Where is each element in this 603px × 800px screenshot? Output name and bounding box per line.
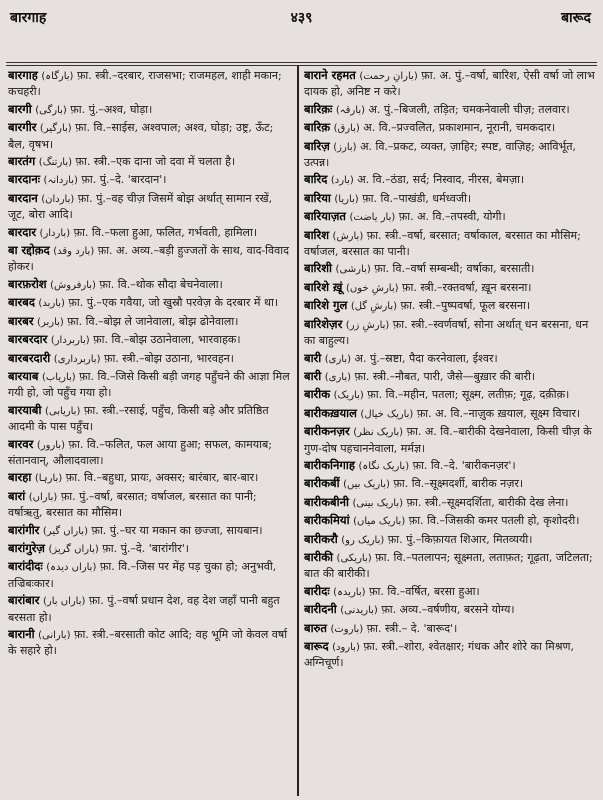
- entry-urdu-spelling: (بارشی): [335, 264, 371, 276]
- entry-definition: फ़ा. वि.–वर्षा सम्बन्धी; वर्षाका, बरसाती।: [370, 262, 535, 276]
- entry-definition: फ़ा. स्त्री.–सूक्ष्मदर्शिता, बारीकी देख लेना।: [403, 495, 569, 509]
- dictionary-entry: [304, 513, 596, 529]
- entry-urdu-spelling: (باردانہ): [43, 175, 78, 187]
- dictionary-entry: [8, 68, 290, 100]
- entry-headword: बारिश: [304, 227, 330, 242]
- entry-definition: अ. पुं.–स्रष्टा, पैदा करनेवाला, ईश्वर।: [351, 351, 498, 365]
- entry-headword: बारयाब: [8, 368, 39, 383]
- dictionary-entry: [8, 295, 290, 311]
- dictionary-entry: [8, 277, 290, 293]
- entry-definition: फ़ा. वि.–जिस पर मेंह पड़ चुका हो; अनुभवी, तज्रिबःकार।: [8, 560, 277, 590]
- entry-definition: फ़ा. वि.–बहुधा, प्रायः, अक्सर; बारंबार, बार-बार।: [62, 471, 259, 485]
- entry-urdu-spelling: (بارشِ گل): [350, 301, 398, 313]
- entry-headword: बारी: [304, 350, 322, 365]
- dictionary-entry: [8, 225, 290, 241]
- entry-headword: बारहा: [8, 470, 32, 485]
- entry-headword: बारीकबीनी: [304, 494, 349, 509]
- dictionary-entry: [304, 476, 596, 492]
- dictionary-entry: [304, 584, 596, 600]
- header-guide-word-left: बारगाह: [10, 10, 47, 26]
- entry-urdu-spelling: (بارفروش): [50, 279, 96, 291]
- entry-definition: अ. वि.–प्रज्वलित, प्रकाशमान, नूरानी, चमकदार।: [359, 121, 556, 135]
- entry-urdu-spelling: (بارد وقد): [53, 246, 95, 258]
- entry-headword: बारीदः: [304, 583, 330, 598]
- entry-urdu-spelling: (باربردار): [50, 335, 90, 347]
- entry-definition: अ. वि.–ठंडा, सर्द; निस्वाद, नीरस, बेमज़ा।: [353, 173, 525, 187]
- dictionary-entry: [304, 120, 596, 136]
- entry-urdu-spelling: (باراں): [28, 491, 58, 503]
- dictionary-entry: [304, 298, 596, 314]
- dictionary-entry: [304, 369, 596, 385]
- entry-urdu-spelling: (بارگیر): [39, 123, 72, 135]
- page-header: [6, 6, 597, 30]
- entry-definition: फ़ा. स्त्री.–पुष्पवर्षा, फूल बरसना।: [397, 299, 531, 313]
- entry-headword: बारतंग: [8, 154, 36, 169]
- dictionary-entry: [8, 627, 290, 659]
- dictionary-entry: [304, 191, 596, 207]
- entry-headword: बारिज़: [304, 138, 330, 153]
- dictionary-entry: [8, 437, 290, 469]
- header-rule: [6, 62, 597, 63]
- dictionary-entry: [8, 154, 290, 170]
- dictionary-entry: [8, 172, 290, 188]
- entry-definition: फ़ा. पुं.–दे. 'बारांगीर'।: [98, 541, 189, 555]
- entry-headword: बारदार: [8, 224, 37, 239]
- entry-urdu-spelling: (باریک نظر): [353, 427, 404, 439]
- dictionary-entry: [304, 317, 596, 349]
- entry-definition: फ़ा. वि.–दे. 'बारीकनज़र'।: [409, 458, 516, 472]
- entry-headword: बारीक: [304, 387, 331, 402]
- entry-definition: फ़ा. स्त्री.– दे. 'बारूद'।: [363, 621, 458, 635]
- entry-definition: फ़ा. पुं.–घर या मकान का छज्जा, सायबान।: [87, 523, 263, 537]
- entry-definition: फ़ा. अ. वि.–तपस्वी, योगी।: [395, 210, 506, 224]
- dictionary-entry: [304, 261, 596, 277]
- dictionary-entry: [304, 209, 596, 225]
- dictionary-entry: [8, 541, 290, 557]
- dictionary-entry: [304, 102, 596, 118]
- dictionary-entry: [304, 139, 596, 171]
- entry-headword: बा रद्दोक़द: [8, 243, 50, 258]
- entry-definition: फ़ा. स्त्री.–नौबत, पारी, जैसे—बुख़ार की बारी।: [351, 369, 536, 383]
- entry-urdu-spelling: (بارتنگ): [38, 157, 73, 169]
- entry-headword: बारबरदार: [8, 332, 48, 347]
- entry-urdu-spelling: (باریدنی): [340, 605, 378, 617]
- entry-urdu-spelling: (باردان): [41, 193, 75, 205]
- entry-definition: अ. पुं.–बिजली, तड़ित; चमकनेवाली चीज़; तलवार।: [365, 102, 570, 116]
- dictionary-entry: [304, 424, 596, 456]
- entry-definition: फ़ा. अव्य.–वर्षणीय, बरसने योग्य।: [377, 603, 515, 617]
- entry-headword: बारांबार: [8, 593, 40, 608]
- entry-definition: फ़ा. स्त्री.–शोरा, श्वेतक्षार; गंधक और शोरे का मिश्रण, अग्निचूर्ण।: [304, 640, 574, 670]
- entry-headword: बारबद: [8, 295, 35, 310]
- dictionary-entry: [304, 532, 596, 548]
- entry-definition: फ़ा. पुं.–वर्षा प्रधान देश, वह देश जहाँ पानी बहुत बरसता हो।: [8, 594, 280, 624]
- dictionary-entry: [304, 351, 596, 367]
- header-guide-word-right: बारूद: [561, 10, 591, 26]
- entry-headword: बारिक़ः: [304, 101, 333, 116]
- dictionary-entry: [8, 332, 290, 348]
- entry-urdu-spelling: (باری): [324, 371, 352, 383]
- entry-headword: बारीकी: [304, 549, 334, 564]
- entry-headword: बारीकरौ: [304, 531, 338, 546]
- entry-headword: बारिशी: [304, 261, 333, 276]
- entry-headword: बारांगुरेज़: [8, 540, 45, 555]
- entry-urdu-spelling: (بارشِ خوں): [345, 282, 399, 294]
- entry-headword: बारीकनिगाह: [304, 457, 355, 472]
- left-column: [8, 68, 290, 796]
- dictionary-entry: [304, 172, 596, 188]
- entry-headword: बारुत: [304, 620, 327, 635]
- entry-definition: फ़ा. पुं.–वर्षा, बरसात; वर्षाजल, बरसात का पानी; वर्षाऋतु, बरसात का मौसिम।: [8, 489, 257, 520]
- entry-definition: फ़ा. अ. अव्य.–बड़ी हुज्जतों के साथ, वाद-विवाद होकर।: [8, 244, 289, 274]
- dictionary-entry: [8, 559, 290, 591]
- entry-headword: बारी: [304, 368, 322, 383]
- dictionary-entry: [8, 403, 290, 435]
- entry-urdu-spelling: (بارد): [330, 175, 354, 187]
- entry-definition: फ़ा. वि.–जिसे किसी बड़ी जगह पहुँचने की आज्ञा मिल गयी हो, जो पहुँच गया हो।: [8, 369, 290, 400]
- entry-urdu-spelling: (بارگی): [35, 104, 67, 116]
- entry-urdu-spelling: (بارق): [333, 123, 360, 135]
- dictionary-entry: [8, 593, 290, 625]
- dictionary-entry: [8, 120, 290, 152]
- dictionary-entry: [8, 243, 290, 275]
- entry-headword: बारानी: [8, 627, 35, 641]
- entry-headword: बारीकनज़र: [304, 424, 350, 439]
- page-number: ४३९: [290, 10, 313, 26]
- entry-headword: बारगी: [8, 101, 32, 116]
- entry-headword: बारदान: [8, 190, 38, 205]
- entry-urdu-spelling: (بارور): [36, 439, 65, 451]
- dictionary-entry: [8, 351, 290, 367]
- column-divider: [297, 66, 299, 796]
- entry-headword: बारांदीदः: [8, 559, 43, 574]
- entry-headword: बारिशेज़र: [304, 316, 343, 331]
- entry-headword: बारगीर: [8, 120, 37, 135]
- entry-urdu-spelling: (باریک خیال): [360, 408, 414, 420]
- dictionary-entry: [304, 228, 596, 260]
- entry-definition: फ़ा. स्त्री.–बरसाती कोट आदि; वह भूमि जो केवल वर्षा के सहारे हो।: [8, 628, 288, 658]
- entry-headword: बारियाज़त: [304, 209, 346, 224]
- entry-definition: फ़ा. स्त्री.–दरबार, राजसभा; राजमहल, शाही मकान; कचहरी।: [8, 69, 282, 99]
- entry-definition: फ़ा. स्त्री.–रसाई, पहुँच, किसी बड़े और प्रतिष्ठित आदमी के पास पहुँच।: [8, 403, 269, 434]
- entry-definition: फ़ा. स्त्री.–स्वर्णवर्षा, सोना अर्थात् धन बरसना, धन का बाहुल्य।: [304, 317, 589, 348]
- entry-urdu-spelling: (باریاب): [41, 371, 76, 383]
- entry-definition: फ़ा. अ. वि.–नाज़ुक ख़याल, सूक्ष्म विचार।: [413, 406, 581, 420]
- entry-urdu-spelling: (باریک بینی): [352, 497, 404, 509]
- entry-urdu-spelling: (باربر): [37, 316, 64, 328]
- dictionary-entry: [8, 191, 290, 223]
- entry-definition: फ़ा. वि.–जिसकी कमर पतली हो, कृशोदरी।: [405, 514, 580, 528]
- entry-headword: बारिशे ख़ूं: [304, 279, 343, 294]
- entry-definition: फ़ा. अ. वि.–बारीकी देखनेवाला, किसी चीज़ के गुण-दोष पहचाननेवाला, मर्मज्ञ।: [304, 425, 592, 455]
- entry-definition: फ़ा. पुं.–अश्व, घोड़ा।: [66, 102, 153, 116]
- entry-urdu-spelling: (باریک): [333, 390, 364, 402]
- dictionary-entry: [304, 406, 596, 422]
- dictionary-entry: [8, 523, 290, 539]
- entry-definition: फ़ा. वि.–पतलापन; सूक्ष्मता, लताफ़त; गूढ़ता, जटिलता; बात की बारीकी।: [304, 550, 593, 581]
- entry-headword: बारबर: [8, 313, 34, 328]
- entry-urdu-spelling: (باریک میاں): [353, 516, 406, 528]
- entry-definition: फ़ा. स्त्री.–एक दाना जो दवा में चलता है।: [72, 155, 236, 169]
- entry-definition: फ़ा. पुं.–वह चीज़ जिसमें बोझ अर्थात् सामान रखें, जूट, बोरा आदि।: [8, 191, 273, 222]
- entry-urdu-spelling: (باریکی): [336, 552, 372, 564]
- entry-urdu-spelling: (باریک بیں): [343, 479, 390, 491]
- entry-headword: बारांगीर: [8, 522, 40, 537]
- dictionary-entry: [8, 470, 290, 486]
- entry-headword: बारीकमियां: [304, 513, 350, 528]
- entry-headword: बारबरदारी: [8, 350, 51, 365]
- entry-urdu-spelling: (باراں بار): [42, 596, 86, 608]
- entry-urdu-spelling: (بارانی): [38, 630, 71, 641]
- entry-definition: फ़ा. वि.–फलित, फल आया हुआ; सफल, कामयाब; संतानवान्, औलादवाला।: [8, 437, 272, 467]
- entry-urdu-spelling: (بارود): [332, 642, 360, 653]
- dictionary-entry: [304, 621, 596, 637]
- entry-headword: बारिक़: [304, 120, 331, 135]
- dictionary-entry: [8, 489, 290, 521]
- entry-definition: फ़ा. पुं.–दे. 'बारदान'।: [77, 173, 167, 187]
- entry-headword: बारफ़रोश: [8, 276, 47, 291]
- entry-definition: फ़ा. वि.–सूक्ष्मदर्शी, बारीक नज़र।: [389, 477, 524, 491]
- entry-definition: फ़ा. वि.–महीन, पतला; सूक्ष्म, लतीफ़; गूढ़, दक़ीक़।: [363, 388, 570, 402]
- entry-definition: फ़ा. वि.–साईस, अश्वपाल; अश्व, घोड़ा; उष्ट्र, ऊँट; बैल, वृषभ।: [8, 121, 274, 151]
- entry-urdu-spelling: (بارقہ): [335, 104, 366, 116]
- dictionary-entry: [304, 387, 596, 403]
- entry-definition: फ़ा. पुं.–किफ़ायत शिआर, मितव्ययी।: [384, 532, 533, 546]
- entry-headword: बारूद: [304, 639, 329, 653]
- dictionary-entry: [8, 314, 290, 330]
- entry-definition: फ़ा. स्त्री.–वर्षा, बरसात; वर्षाकाल, बरसात का मौसिम; वर्षाजल, बरसात का पानी।: [304, 228, 581, 259]
- entry-definition: फ़ा. स्त्री.–बोझ उठाना, भारवहन।: [100, 351, 234, 365]
- entry-headword: बारिशे गुल: [304, 298, 348, 313]
- entry-urdu-spelling: (باراں گیر): [42, 525, 88, 537]
- entry-urdu-spelling: (بارہا): [34, 473, 63, 485]
- entry-headword: बारीकबीं: [304, 476, 340, 491]
- entry-urdu-spelling: (باری): [324, 353, 352, 365]
- entry-definition: फ़ा. वि.–फला हुआ, फलित, गर्भवती, हामिला।: [70, 225, 258, 239]
- entry-urdu-spelling: (بارشِ زر): [345, 319, 390, 331]
- entry-definition: फ़ा. पुं.–एक गवैया, जो खुस्रौ परवेज़ के दरबार में था।: [64, 296, 279, 310]
- entry-headword: बारीकख़याल: [304, 405, 357, 420]
- entry-definition: फ़ा. वि.–थोक सौदा बेचनेवाला।: [95, 277, 223, 291]
- entry-urdu-spelling: (باربد): [38, 298, 65, 310]
- header-rule-double: [6, 65, 597, 66]
- entry-headword: बारगाह: [8, 68, 38, 82]
- entry-urdu-spelling: (بارگاہ): [41, 71, 74, 82]
- entry-headword: बारवर: [8, 436, 34, 451]
- entry-definition: फ़ा. वि.–बोझ ले जानेवाला, बोझ ढोनेवाला।: [63, 314, 239, 328]
- entry-urdu-spelling: (باریک نگاہ): [358, 460, 410, 472]
- entry-definition: फ़ा. अ. पुं.–वर्षा, बारिश, ऐसी वर्षा जो लाभ दायक हो, अनिष्ट न करे।: [304, 69, 595, 99]
- entry-urdu-spelling: (باریابی): [44, 405, 81, 417]
- dictionary-entry: [8, 102, 290, 118]
- entry-urdu-spelling: (بارانِ رحمت): [359, 71, 418, 82]
- entry-headword: बारीदनी: [304, 602, 337, 617]
- dictionary-entry: [304, 68, 596, 100]
- dictionary-entry: [8, 369, 290, 401]
- entry-urdu-spelling: (بارز): [333, 141, 357, 153]
- dictionary-entry: [304, 602, 596, 618]
- entry-urdu-spelling: (باریا): [334, 193, 359, 205]
- entry-urdu-spelling: (باریک رو): [341, 534, 385, 546]
- dictionary-entry: [304, 280, 596, 296]
- entry-headword: बारदानः: [8, 172, 41, 187]
- entry-urdu-spelling: (باراں گریز): [48, 543, 99, 555]
- entry-definition: फ़ा. वि.–वर्षित, बरसा हुआ।: [365, 584, 480, 598]
- dictionary-entry: [304, 639, 596, 671]
- entry-headword: बारयाबी: [8, 402, 42, 417]
- entry-headword: बारिद: [304, 172, 328, 187]
- entry-definition: अ. वि.–प्रकट, व्यक्त, ज़ाहिर; स्पष्ट, वाज़िह; आविर्भूत, उत्पन्न।: [304, 139, 577, 170]
- entry-urdu-spelling: (بارش): [332, 230, 364, 242]
- dictionary-entry: [304, 458, 596, 474]
- entry-headword: बारिया: [304, 190, 331, 205]
- dictionary-entry: [304, 495, 596, 511]
- entry-urdu-spelling: (بار یاضت): [349, 212, 396, 224]
- entry-urdu-spelling: (باریدہ): [333, 586, 366, 598]
- entry-urdu-spelling: (باربرداری): [53, 353, 101, 365]
- entry-definition: फ़ा. स्त्री.–रक्तवर्षा, ख़ून बरसना।: [398, 280, 532, 294]
- entry-definition: फ़ा. वि.–बोझ उठानेवाला, भारवाहक।: [89, 333, 241, 347]
- entry-urdu-spelling: (باراں دیدہ): [46, 562, 97, 574]
- entry-urdu-spelling: (باردار): [39, 227, 71, 239]
- entry-headword: बारां: [8, 488, 26, 503]
- right-column: [304, 68, 596, 796]
- dictionary-entry: [304, 550, 596, 582]
- entry-urdu-spelling: (باروت): [330, 623, 364, 635]
- entry-headword: बाराने रहमत: [304, 68, 356, 82]
- entry-definition: फ़ा. वि.–पाखंडी, धर्मध्वजी।: [358, 191, 472, 205]
